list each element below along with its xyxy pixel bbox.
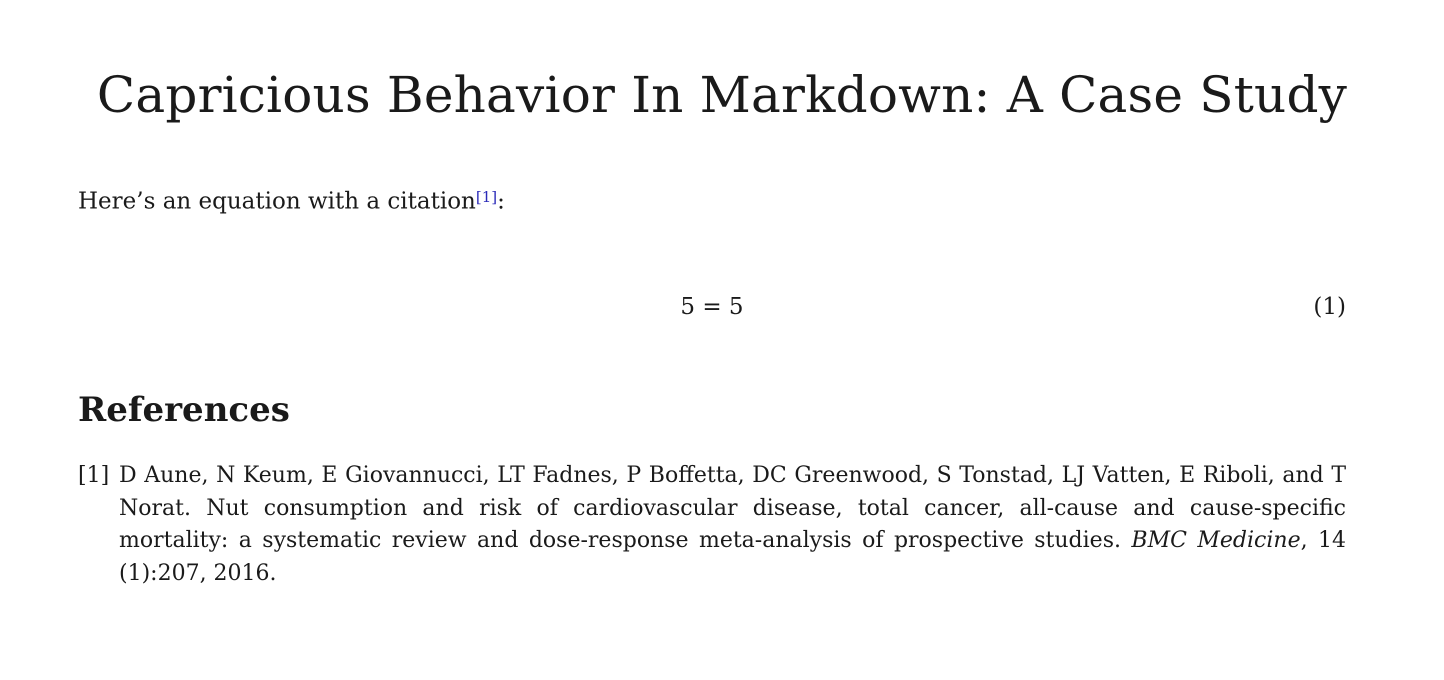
document-title: Capricious Behavior In Markdown: A Case Study: [96, 66, 1348, 124]
intro-text: Here’s an equation with a citation: [78, 188, 476, 215]
intro-suffix: :: [497, 188, 505, 215]
citation-link[interactable]: [1]: [475, 188, 498, 206]
reference-journal: BMC Medicine: [1131, 528, 1301, 553]
intro-paragraph: [78, 186, 505, 215]
reference-text: [119, 460, 1346, 590]
references-heading: References: [78, 390, 290, 430]
reference-label: [1]: [78, 463, 110, 488]
reference-authors-title: D Aune, N Keum, E Giovannucci, LT Fadnes, P Boffetta, DC Greenwood, S Tonstad, LJ Vatten, E Riboli, and T Norat. Nut consumption and risk of cardiovascular disease, total cancer, all-cause and cause-specific mortality: a systematic review and dose-response meta-analysis of prospective studies.: [119, 463, 1346, 553]
reference-details: , 14 (1):207, 2016.: [119, 528, 1347, 586]
equation: 5 = 5: [680, 294, 744, 320]
equation-number: (1): [1313, 294, 1346, 320]
reference-entry: [78, 460, 1346, 590]
equation-block: [78, 294, 1346, 328]
